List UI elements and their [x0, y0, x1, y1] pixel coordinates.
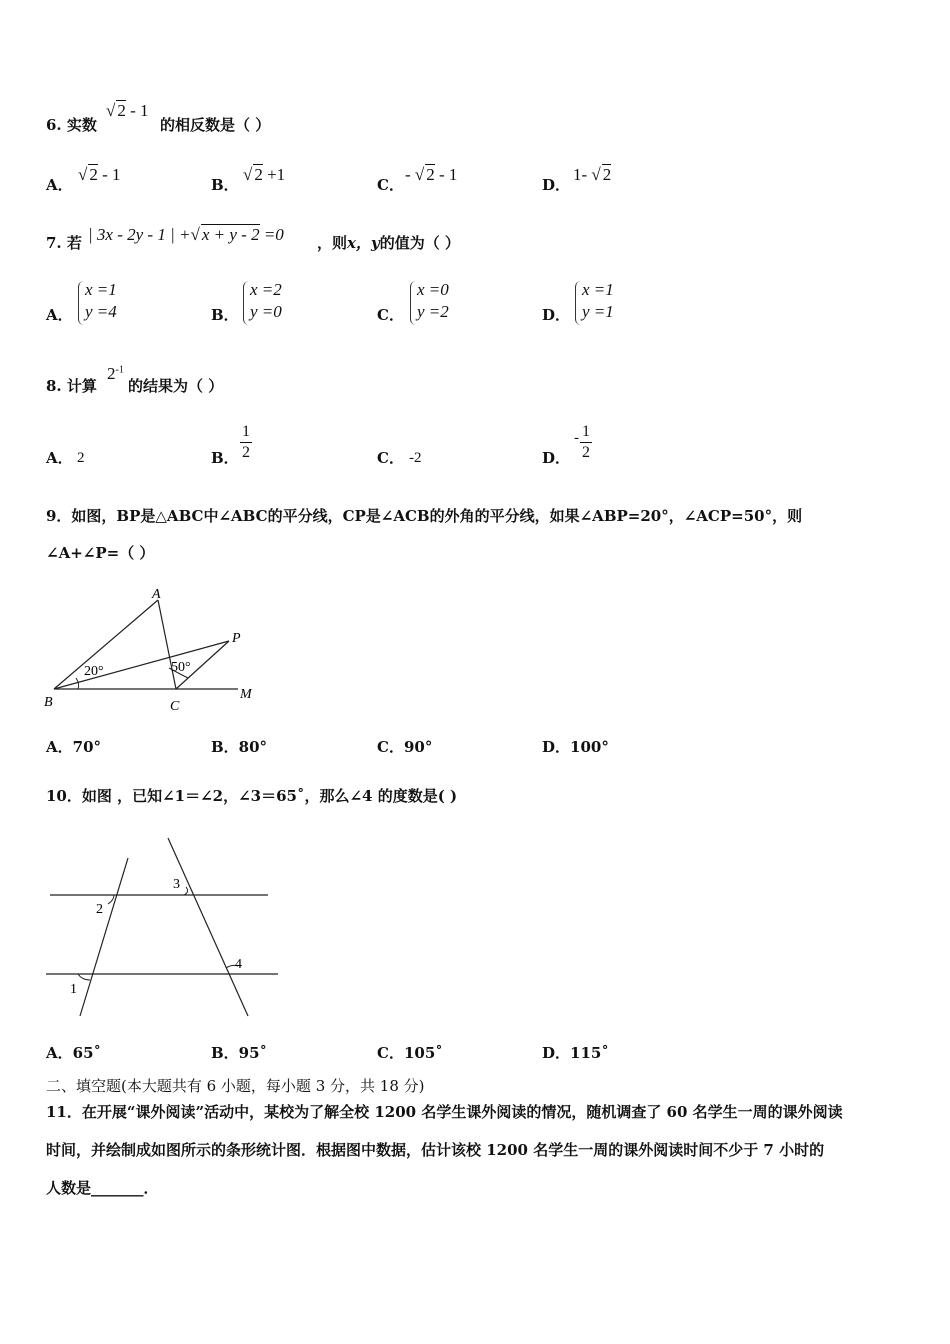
q6-expression: √ 2 - 1 [106, 101, 149, 120]
q7-option-c-system: x =0 y =2 [410, 281, 449, 325]
q9-angle-label-20: 20° [84, 664, 104, 679]
q10-option-b: B．95˚ [211, 1044, 268, 1062]
q9-angle-label-50: 50° [171, 660, 191, 675]
q8-option-d: D． [542, 449, 571, 467]
q10-option-a: A．65˚ [46, 1044, 102, 1062]
q8-option-c: C． [377, 449, 404, 467]
q8-option-c-value: -2 [409, 450, 422, 466]
q9-label-m: M [240, 687, 252, 702]
q10-label-1: 1 [70, 982, 77, 997]
q9-option-d: D．100° [542, 738, 609, 756]
q7-stem-tail: ，则x，y的值为（ ） [317, 234, 460, 252]
q6-option-c-value: - √ 2 - 1 [405, 165, 458, 184]
q8-option-a-value: 2 [77, 450, 85, 466]
q10-option-c: C．105˚ [377, 1044, 443, 1062]
q6-stem: 6. 实数 [46, 116, 97, 134]
q9-label-c: C [170, 699, 180, 714]
q7-option-d: D． [542, 306, 571, 324]
q8-option-b: B． [211, 449, 239, 467]
q11-stem-line2: 时间，并绘制成如图所示的条形统计图．根据图中数据，估计该校 1200 名学生一周的课外阅读时间不少于 7 小时的 [46, 1141, 825, 1159]
q8-option-d-fraction: $\frac{1}{2}$ [582, 423, 590, 461]
q6-option-d: D． [542, 176, 571, 194]
q10-angle-arc-2 [108, 895, 114, 904]
q10-angle-arc-1 [78, 974, 90, 980]
q7-option-c: C． [377, 306, 404, 324]
q10-stem: 10．如图 ，已知∠1＝∠2，∠3＝65˚，那么∠4 的度数是( ) [46, 787, 458, 805]
q6-stem-tail: 的相反数是（ ） [160, 116, 271, 134]
q9-stem-line2: ∠A+∠P=（ ） [46, 544, 155, 562]
q6-option-b: B． [211, 176, 239, 194]
q8-stem: 8. 计算 [46, 377, 97, 395]
q8-option-d-sign: - [574, 430, 579, 446]
q6-option-a-value: √ 2 - 1 [78, 165, 121, 184]
q6-option-d-value: 1- √ 2 [573, 165, 612, 184]
q9-triangle-figure [40, 580, 270, 715]
q11-stem-line3: 人数是_______． [46, 1179, 159, 1197]
q7-option-a: A． [46, 306, 73, 324]
q9-line-ac [158, 600, 176, 689]
q10-right-transversal [168, 838, 248, 1016]
q10-angle-arc-3 [184, 887, 188, 895]
q8-stem-tail: 的结果为（ ） [128, 377, 224, 395]
q9-label-p: P [232, 631, 241, 646]
q9-option-b: B．80° [211, 738, 268, 756]
q8-option-b-fraction: $\frac{1}{2}$ [242, 423, 250, 461]
q7-option-d-system: x =1 y =1 [575, 281, 614, 325]
q10-label-2: 2 [96, 902, 103, 917]
section-title-fill-in: 二、填空题(本大题共有 6 小题，每小题 3 分，共 18 分) [46, 1077, 425, 1095]
q10-label-3: 3 [173, 877, 180, 892]
q9-option-a: A．70° [46, 738, 102, 756]
q7-option-a-system: x =1 y =4 [78, 281, 117, 325]
q6-option-b-value: √ 2 +1 [243, 165, 286, 184]
q9-stem-line1: 9．如图，BP是△ABC中∠ABC的平分线，CP是∠ACB的外角的平分线，如果∠ABP=20°，∠ACP=50°，则 [46, 507, 803, 525]
q8-expression: $2^{-1}$ [107, 364, 124, 383]
q10-label-4: 4 [235, 957, 242, 972]
q6-option-c: C． [377, 176, 404, 194]
q9-line-ba [54, 600, 158, 689]
q6-option-a: A． [46, 176, 73, 194]
q10-parallel-lines-figure [40, 830, 285, 1025]
q7-option-b: B． [211, 306, 239, 324]
q9-angle-arc-b [76, 678, 79, 689]
q8-option-a: A． [46, 449, 73, 467]
q9-option-c: C．90° [377, 738, 433, 756]
q7-stem: 7. 若 [46, 234, 82, 252]
q7-expression: | 3x - 2y - 1 | +√ x + y - 2 =0 [88, 225, 284, 244]
q7-option-b-system: x =2 y =0 [243, 281, 282, 325]
q9-label-a: A [152, 587, 161, 602]
q9-label-b: B [44, 695, 53, 710]
q10-left-transversal [80, 858, 128, 1016]
q11-stem-line1: 11．在开展“课外阅读”活动中，某校为了解全校 1200 名学生课外阅读的情况，随机调查了 60 名学生一周的课外阅读 [46, 1103, 843, 1121]
q10-option-d: D．115˚ [542, 1044, 609, 1062]
